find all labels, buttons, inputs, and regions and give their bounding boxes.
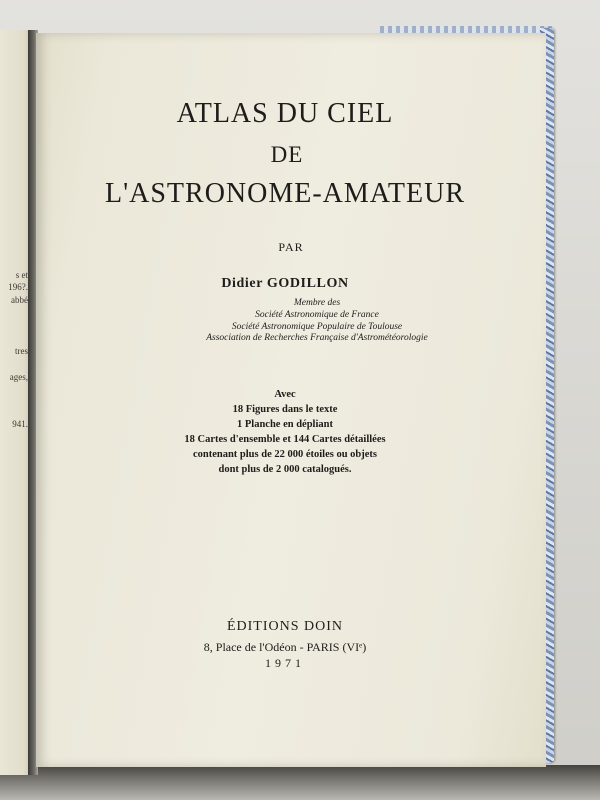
left-page-text: tres [15,346,28,356]
publisher-name: ÉDITIONS DOIN [226,619,344,634]
left-page-text: 941. [12,419,28,429]
contents-line: dont plus de 2 000 catalogués. [218,464,352,475]
affiliation-line: Membre des [293,298,341,308]
affiliation-line: Association de Recherches Française d'Astrométéorologie [206,333,428,343]
author-name: Didier GODILLON [221,276,349,291]
by-label: PAR [278,240,304,254]
book-title-line-3: L'ASTRONOME-AMATEUR [104,178,466,209]
publisher-address: 8, Place de l'Odéon - PARIS (VIᵉ) [203,640,367,654]
affiliation-line: Société Astronomique Populaire de Toulouse [231,322,403,332]
affiliation-line: Société Astronomique de France [255,310,379,320]
left-page-text: s et [15,270,28,280]
book-title-line-1: ATLAS DU CIEL [176,98,394,129]
left-page-text: abbé [11,295,28,305]
contents-line: contenant plus de 22 000 étoiles ou objets [192,449,378,460]
contents-line: Avec [274,389,296,400]
left-page [0,30,30,775]
contents-line: 1 Planche en dépliant [237,419,333,430]
publication-year: 1971 [265,656,305,670]
contents-line: 18 Cartes d'ensemble et 144 Cartes détaillées [184,434,386,445]
left-page-text: ages, [9,372,28,382]
book-title-line-2: DE [270,142,304,167]
left-page-text: 196?. [8,282,28,292]
bottom-shadow [0,765,600,800]
contents-line: 18 Figures dans le texte [232,404,338,415]
